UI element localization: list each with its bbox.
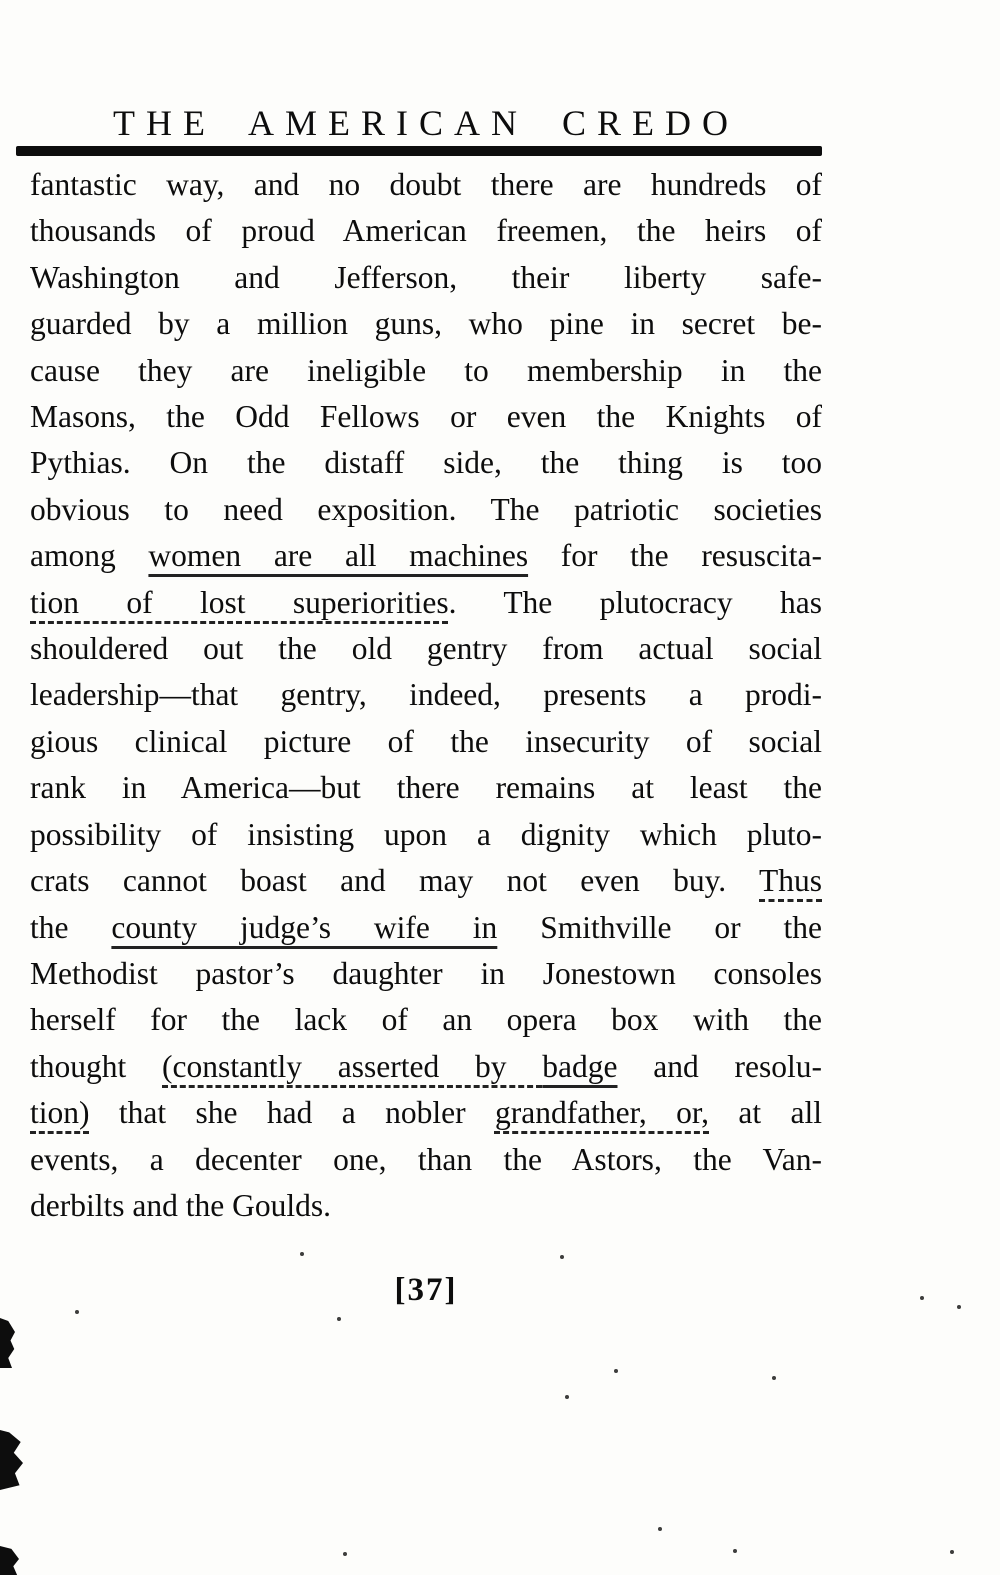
- text-line: [30, 905, 822, 951]
- scan-speck: [300, 1252, 304, 1256]
- text-line: [30, 533, 822, 579]
- text-segment: and resolu-: [617, 1048, 822, 1084]
- scan-speck: [560, 1255, 564, 1259]
- text-segment: Washington and Jefferson, their liberty safe-: [30, 259, 822, 295]
- text-segment: obvious to need exposition. The patriotic societies: [30, 491, 822, 527]
- text-line: [30, 301, 822, 347]
- page-title: THE AMERICAN CREDO: [112, 103, 739, 143]
- text-line: [30, 255, 822, 301]
- header-rule: [16, 146, 822, 156]
- text-line: [30, 162, 822, 208]
- text-segment: thousands of proud American freemen, the heirs of: [30, 213, 822, 249]
- scan-speck: [343, 1552, 347, 1556]
- scan-speck: [658, 1527, 662, 1531]
- pencil-underlined-text: women are all machines: [148, 538, 529, 574]
- pencil-underlined-text: tion): [30, 1095, 90, 1131]
- text-segment: leadership—that gentry, indeed, presents a prodi-: [30, 677, 822, 713]
- text-line: [30, 626, 822, 672]
- text-line: [30, 719, 822, 765]
- text-segment: gious clinical picture of the insecurity of social: [30, 723, 822, 759]
- text-segment: Methodist pastor’s daughter in Jonestown consoles: [30, 955, 822, 991]
- text-line: [30, 1183, 822, 1229]
- text-segment: cause they are ineligible to membership in the: [30, 352, 822, 388]
- pencil-underlined-text: county judge’s wife in: [111, 909, 498, 945]
- pencil-underlined-text: grandfather, or,: [494, 1095, 710, 1131]
- page-number: [37]: [394, 1272, 458, 1308]
- pencil-underlined-text: badge: [542, 1048, 618, 1084]
- text-line: [30, 1137, 822, 1183]
- body-text: [30, 162, 822, 1229]
- text-segment: Pythias. On the distaff side, the thing is too: [30, 445, 822, 481]
- scan-speck: [75, 1310, 79, 1314]
- scan-speck: [957, 1305, 961, 1309]
- text-line: [30, 487, 822, 533]
- scan-speck: [337, 1317, 341, 1321]
- pencil-underlined-text: Thus: [759, 863, 822, 899]
- text-line: [30, 1090, 822, 1136]
- text-segment: guarded by a million guns, who pine in secret be-: [30, 306, 822, 342]
- text-segment: the: [30, 909, 112, 945]
- text-line: [30, 951, 822, 997]
- scan-smudge: [0, 1430, 23, 1490]
- text-segment: fantastic way, and no doubt there are hundreds of: [30, 167, 822, 202]
- text-segment: herself for the lack of an opera box with the: [30, 1002, 822, 1038]
- text-segment: events, a decenter one, than the Astors, the Van-: [30, 1141, 822, 1177]
- scan-speck: [772, 1376, 776, 1380]
- text-segment: for the resuscita-: [528, 538, 823, 574]
- scan-speck: [565, 1395, 569, 1399]
- text-line: [30, 208, 822, 254]
- text-line: [30, 858, 822, 904]
- text-segment: at all: [709, 1095, 823, 1131]
- text-segment: rank in America—but there remains at least the: [30, 770, 822, 806]
- text-segment: that she had a nobler: [89, 1095, 495, 1131]
- text-segment: Masons, the Odd Fellows or even the Knights of: [30, 399, 822, 435]
- text-line: [30, 580, 822, 626]
- text-line: [30, 394, 822, 440]
- scan-smudge: [0, 1546, 19, 1575]
- text-segment: among: [30, 538, 149, 574]
- text-line: [30, 348, 822, 394]
- text-line: [30, 1044, 822, 1090]
- text-segment: possibility of insisting upon a dignity which pluto-: [30, 816, 822, 852]
- text-segment: crats cannot boast and may not even buy.: [30, 863, 759, 899]
- text-line: [30, 672, 822, 718]
- scan-speck: [950, 1550, 954, 1554]
- pencil-underlined-text: (constantly asserted by: [162, 1048, 543, 1084]
- text-line: [30, 765, 822, 811]
- text-line: [30, 440, 822, 486]
- text-line: [30, 812, 822, 858]
- scan-speck: [920, 1296, 924, 1300]
- pencil-underlined-text: tion of lost superiorities: [30, 584, 449, 620]
- text-line: [30, 997, 822, 1043]
- scan-speck: [733, 1549, 737, 1553]
- text-segment: derbilts and the Goulds.: [30, 1187, 331, 1223]
- scan-speck: [614, 1369, 618, 1373]
- text-segment: shouldered out the old gentry from actual social: [30, 631, 822, 667]
- scan-smudge: [0, 1318, 15, 1368]
- text-segment: Smithville or the: [497, 909, 823, 945]
- text-segment: thought: [30, 1048, 163, 1084]
- text-segment: . The plutocracy has: [448, 584, 822, 620]
